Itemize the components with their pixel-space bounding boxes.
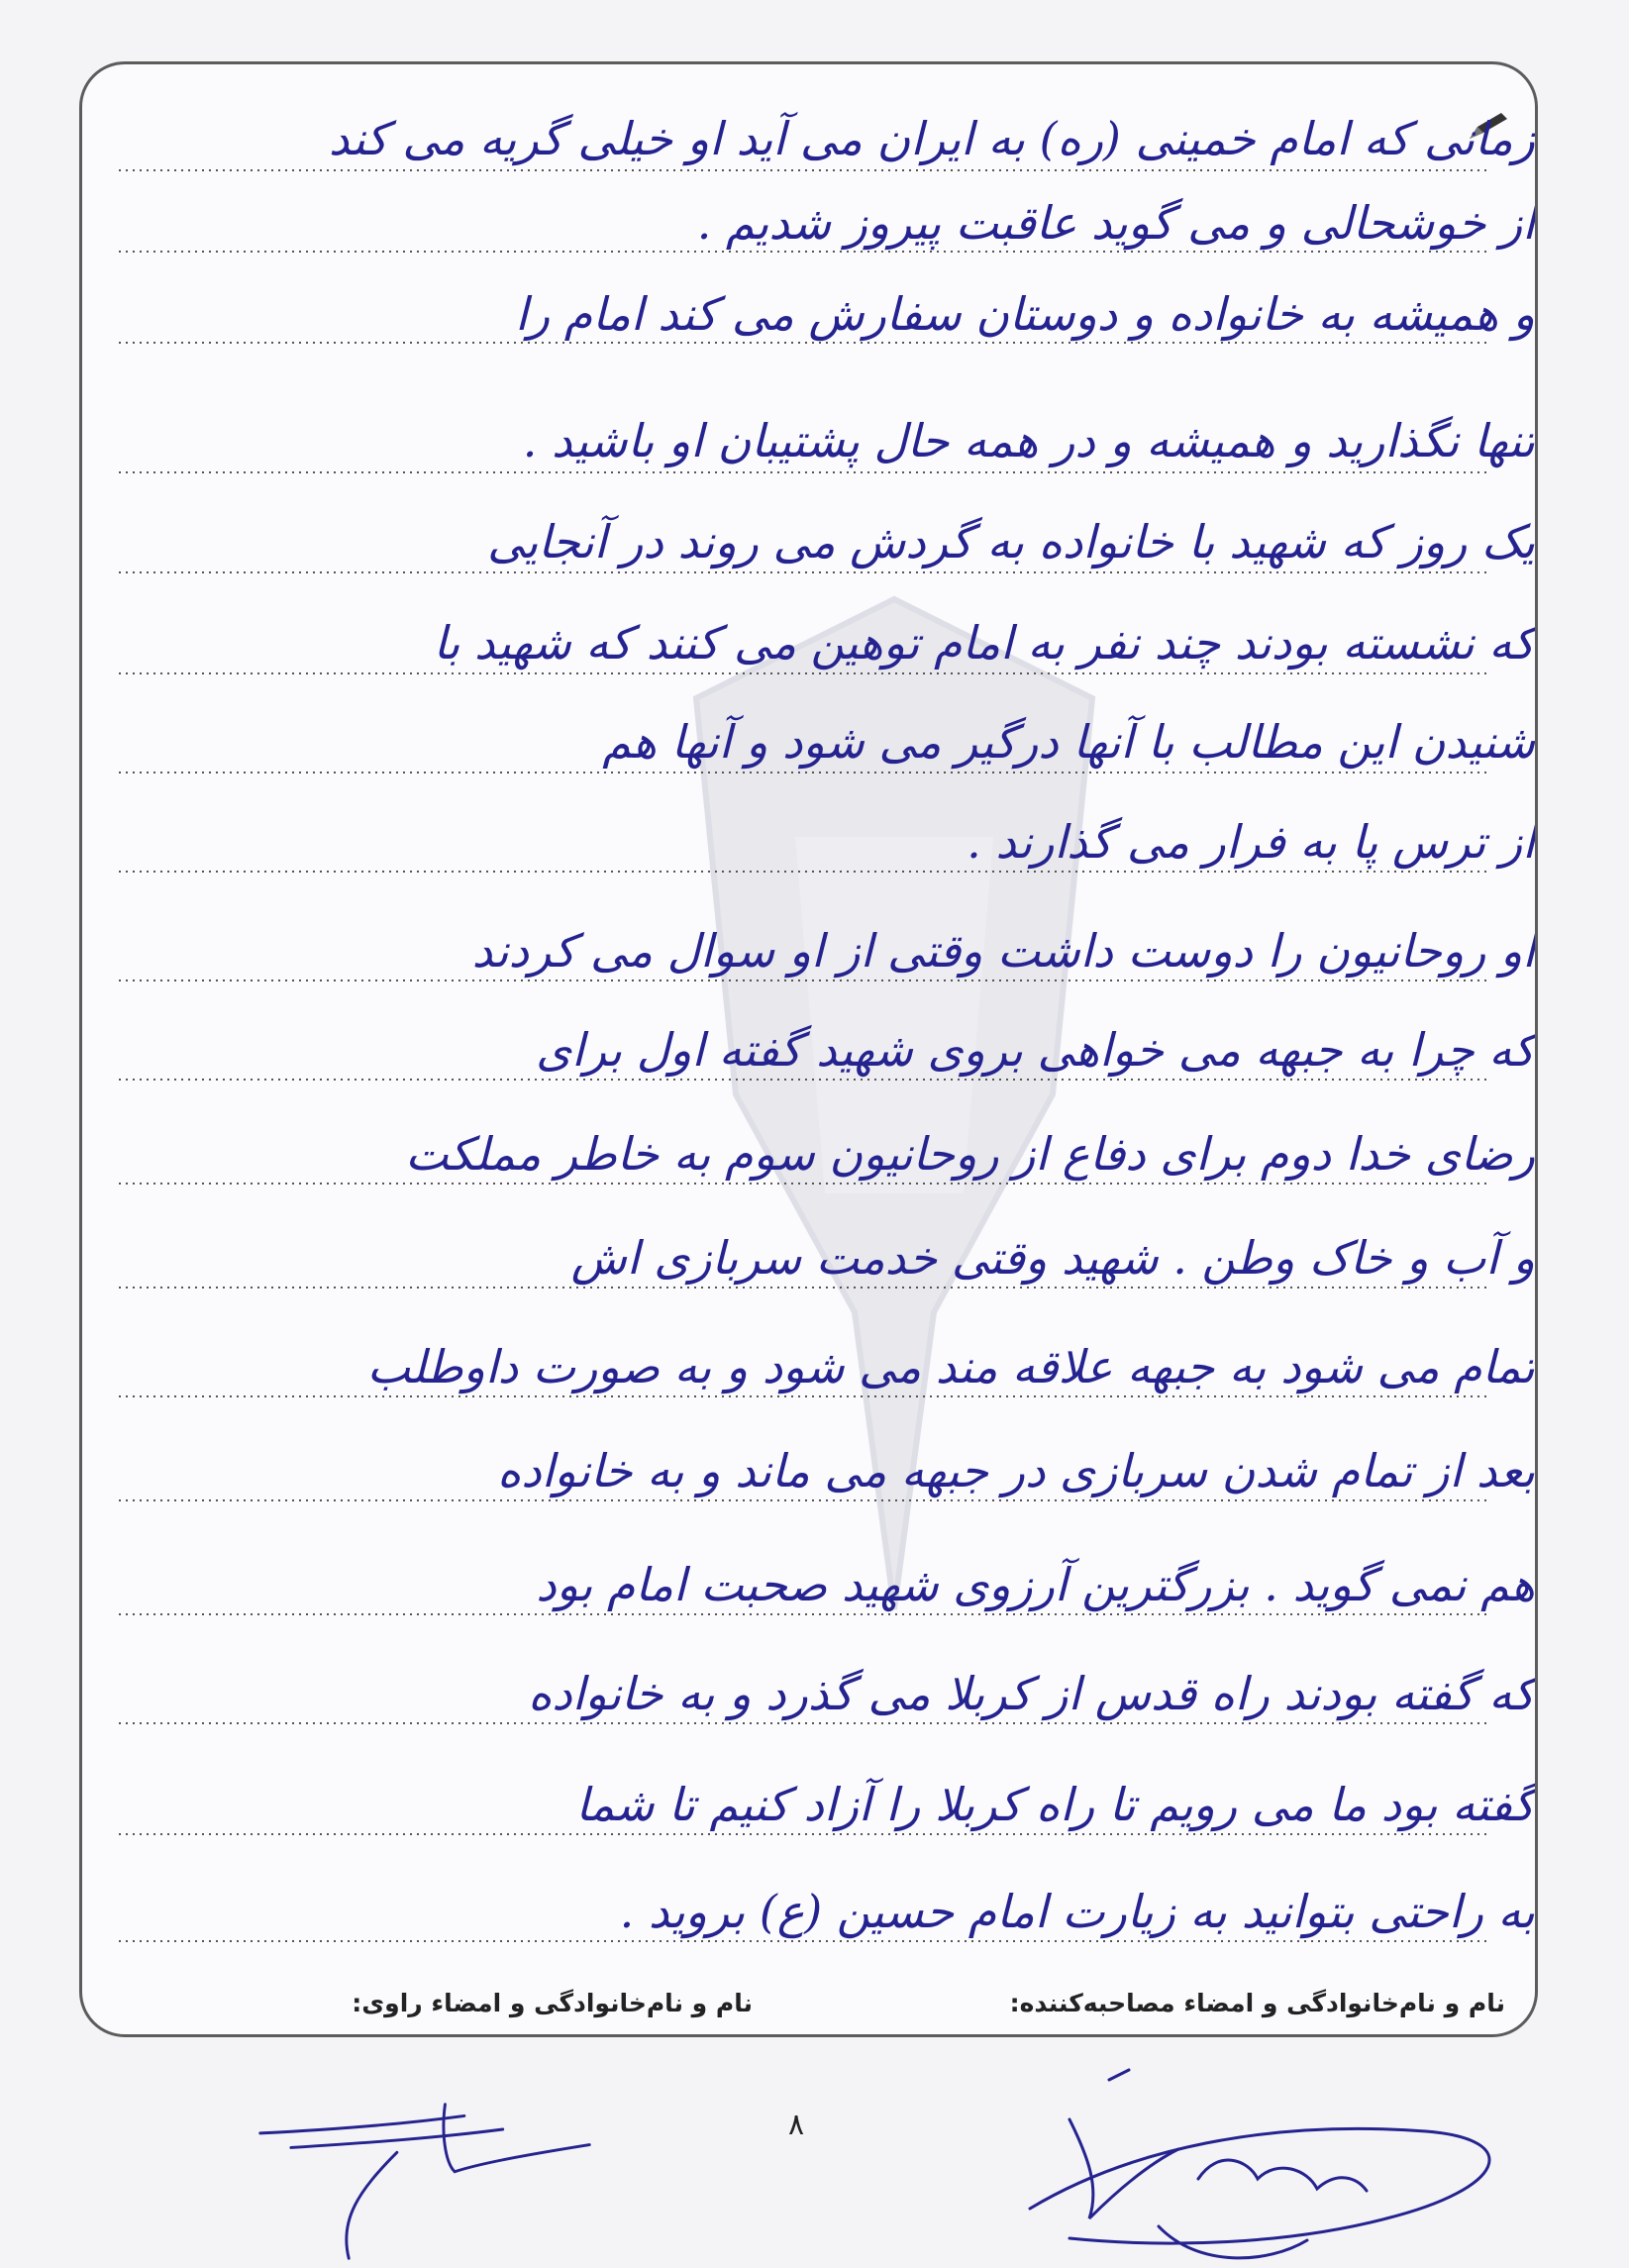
handwritten-line: از ترس پا به فرار می گذارند . <box>967 815 1535 869</box>
interviewer-signature-label: نام و نام‌خانوادگی و امضاء مصاحبه‌کننده: <box>1009 1989 1505 2017</box>
handwritten-line: او روحانیون را دوست داشت وقتی از او سوال می کردند <box>471 924 1535 978</box>
handwritten-line: تمام می شود به جبهه علاقه مند می شود و به صورت داوطلب <box>366 1340 1535 1393</box>
page-number: ۸ <box>788 2108 805 2142</box>
handwritten-line: از خوشحالی و می گوید عاقبت پیروز شدیم . <box>696 196 1535 250</box>
handwritten-line: که نشسته بودند چند نفر به امام توهین می کنند که شهید با <box>433 616 1535 670</box>
handwritten-line: هم نمی گوید . بزرگترین آرزوی شهید صحبت امام بود <box>536 1558 1535 1611</box>
handwritten-line: گفته بود ما می رویم تا راه کربلا را آزاد کنیم تا شما <box>575 1778 1535 1831</box>
narrator-signature-label: نام و نام‌خانوادگی و امضاء راوی: <box>352 1989 753 2017</box>
narrator-signature <box>248 2095 604 2268</box>
handwritten-line: زمانی که امام خمینی (ره) به ایران می آید او خیلی گریه می کند <box>328 112 1535 165</box>
handwritten-line: و همیشه به خانواده و دوستان سفارش می کند امام را <box>515 287 1535 341</box>
handwritten-line: که چرا به جبهه می خواهی بروی شهید گفته اول برای <box>536 1023 1535 1077</box>
handwritten-line: به راحتی بتوانید به زیارت امام حسین (ع) بروید . <box>619 1885 1535 1938</box>
handwritten-line: که گفته بودند راه قدس از کربلا می گذرد و به خانواده <box>528 1667 1535 1720</box>
interviewer-signature <box>1010 2060 1525 2268</box>
handwritten-line: رضای خدا دوم برای دفاع از روحانیون سوم به خاطر مملکت <box>405 1127 1535 1181</box>
handwritten-line: شنیدن این مطالب با آنها درگیر می شود و آنها هم <box>602 715 1535 769</box>
handwritten-line: تنها نگذارید و همیشه و در همه حال پشتیبان او باشید . <box>522 414 1535 467</box>
handwritten-line: بعد از تمام شدن سربازی در جبهه می ماند و به خانواده <box>497 1444 1535 1497</box>
handwritten-line: و آب و خاک وطن . شهید وقتی خدمت سربازی اش <box>570 1231 1535 1285</box>
handwritten-line: یک روز که شهید با خانواده به گردش می روند در آنجایی <box>487 515 1535 568</box>
